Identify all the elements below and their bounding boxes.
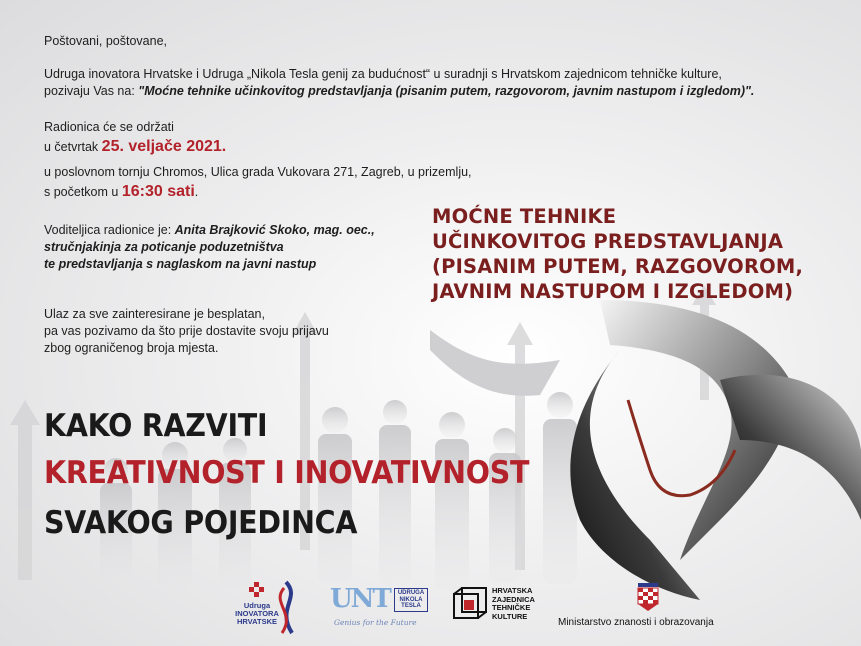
hztk-cube-icon (452, 586, 488, 624)
croatian-coat-of-arms-icon (636, 582, 660, 612)
intro-line-1: Udruga inovatora Hrvatske i Udruga „Nikola Tesla genij za budućnost“ u suradnji s Hrvatskom zajednicom tehničke kulture, (44, 67, 722, 81)
entry-block (44, 306, 329, 357)
host-prefix: Voditeljica radionice je: (44, 223, 175, 237)
tesla-mark-icon: UNT (330, 584, 390, 614)
uih-logo-text (226, 602, 288, 626)
headline-line-3: SVAKOG POJEDINCA (44, 505, 358, 541)
host-line-2: stručnjakinja za poticanje poduzetništva (44, 240, 284, 254)
hztk-logo-text (492, 587, 535, 621)
workshop-title-line-1: MOĆNE TEHNIKE (432, 205, 617, 228)
host-line-1 (44, 222, 375, 239)
uih-text-3: HRVATSKE (236, 617, 277, 626)
time-suffix: . (194, 185, 199, 199)
tesla-box-3: TESLA (401, 603, 421, 609)
date-prefix: u četvrtak (44, 140, 102, 154)
host-block (44, 222, 375, 273)
tesla-box-2: NIKOLA (399, 596, 423, 603)
event-location: u poslovnom tornju Chromos, Ulica grada Vukovara 271, Zagreb, u prizemlju, (44, 165, 472, 179)
workshop-title (432, 204, 803, 304)
intro-line-2 (44, 83, 824, 100)
workshop-title-line-2: UČINKOVITOG PREDSTAVLJANJA (432, 230, 784, 253)
ministry-logo (556, 582, 756, 642)
headline-line-1: KAKO RAZVITI (44, 408, 268, 444)
intro-paragraph (44, 66, 824, 100)
uih-text-2: INOVATORA (235, 609, 279, 618)
entry-line-2: pa vas pozivamo da što prije dostavite svoju prijavu (44, 324, 329, 338)
ministry-name: Ministarstvo znanosti i obrazovanja (558, 617, 714, 628)
hztk-logo (452, 586, 542, 630)
uih-logo (226, 578, 306, 638)
hztk-text-2: ZAJEDNICA (492, 594, 535, 604)
host-name: Anita Brajković Skoko, mag. oec., (174, 223, 375, 237)
time-value: 16:30 sati (121, 183, 195, 200)
time-prefix: s početkom u (44, 185, 122, 199)
held-label: Radionica će se održati (44, 120, 174, 134)
tesla-box-1: UDRUGA (397, 590, 425, 596)
greeting: Poštovani, poštovane, (44, 34, 167, 48)
hztk-text-4: KULTURE (492, 611, 528, 621)
hztk-text-1: HRVATSKA (492, 586, 533, 595)
tesla-logo (330, 584, 440, 636)
hztk-text-3: TEHNIČKE (492, 603, 531, 612)
date-value: 25. veljače 2021. (101, 138, 227, 155)
tesla-box (394, 588, 428, 612)
headline-line-2: KREATIVNOST I INOVATIVNOST (44, 455, 530, 491)
workshop-title-line-4: JAVNIM NASTUPOM I IZGLEDOM) (432, 280, 794, 303)
tesla-tagline: Genius for the Future (334, 618, 417, 627)
entry-line-3: zbog ograničenog broja mjesta. (44, 341, 219, 355)
intro-workshop-title: "Moćne tehnike učinkovitog predstavljanja (pisanim putem, razgovorom, javnim nastupom i izgledom)". (138, 84, 755, 98)
workshop-title-line-3: (PISANIM PUTEM, RAZGOVOROM, (432, 255, 804, 278)
entry-line-1: Ulaz za sve zainteresirane je besplatan, (44, 307, 265, 321)
host-line-3: te predstavljanja s naglaskom na javni nastup (44, 257, 317, 271)
event-date (44, 138, 226, 156)
intro-prefix: pozivaju Vas na: (44, 84, 139, 98)
uih-text-1: Udruga (243, 601, 271, 610)
event-time (44, 183, 198, 201)
